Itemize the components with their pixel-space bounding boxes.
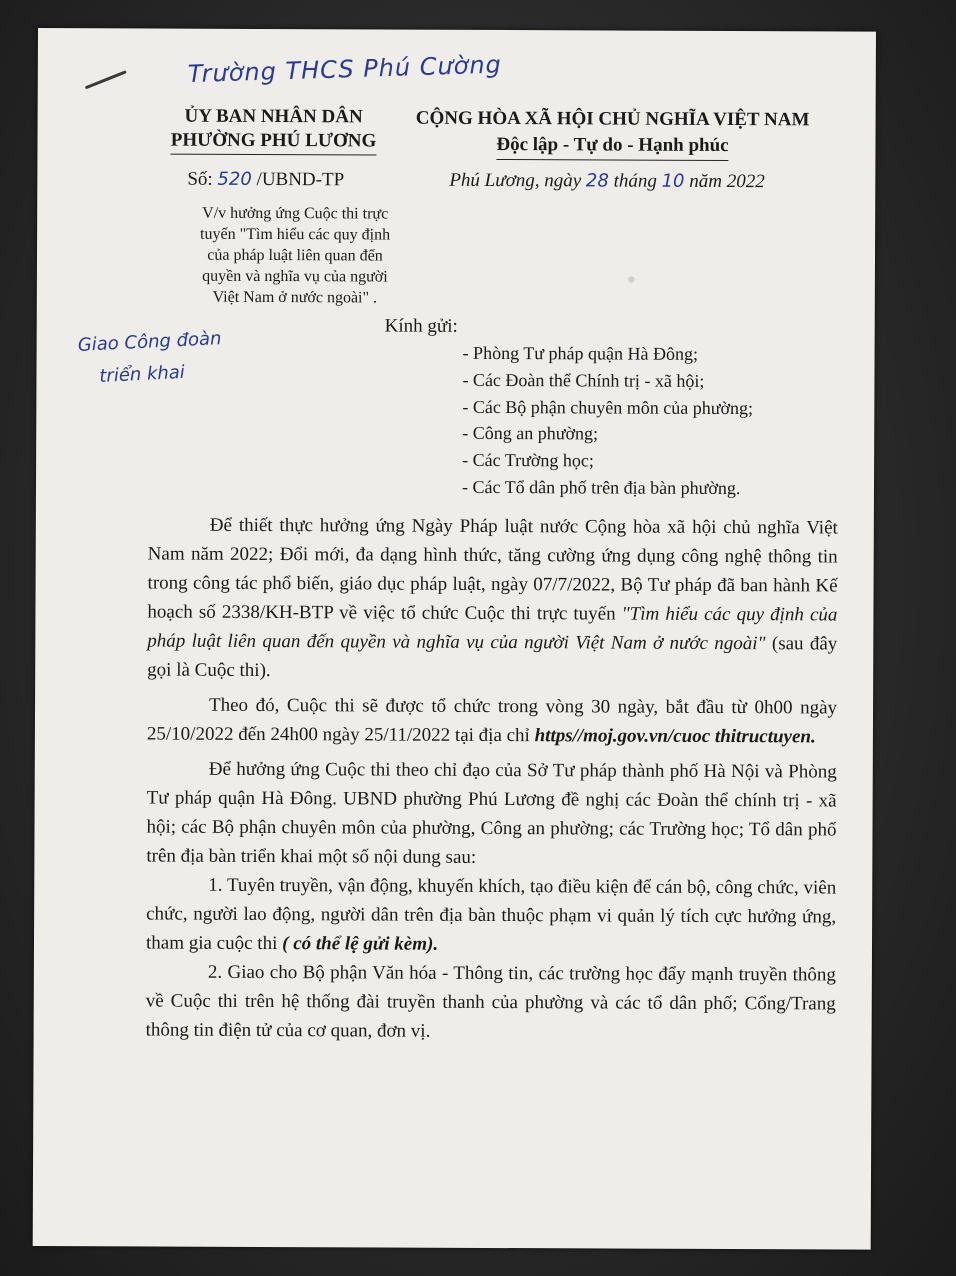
body-paragraph-4: 1. Tuyên truyền, vận động, khuyến khích, tạo điều kiện để cán bộ, công chức, viên chức, người lao động, người dân trên địa bàn thuộc phạm vi quản lý tích cực hưởng ứng, tham gia cuộc thi ( có thể lệ gửi kèm).: [145, 874, 837, 955]
body-paragraph-1: Để thiết thực hưởng ứng Ngày Pháp luật nước Cộng hòa xã hội chủ nghĩa Việt Nam năm 2022; Đổi mới, đa dạng hình thức, tăng cường ứng dụng công nghệ thông tin trong công tác phổ biến, giáo dục pháp luật, ngày 07/7/2022, Bộ Tư pháp đã ban hành Kế hoạch số 2338/KH-BTP về việc tổ chức Cuộc thi trực tuyến "Tìm hiểu các quy định của pháp luật liên quan đến quyền và nghĩa vụ của người Việt Nam ở nước ngoài" (sau đây gọi là Cuộc thi).: [147, 514, 838, 682]
national-title: CỘNG HÒA XÃ HỘI CHỦ NGHĨA VIỆT NAM: [415, 107, 810, 131]
issuer-header: [155, 105, 391, 156]
body-paragraph-3: Để hưởng ứng Cuộc thi theo chỉ đạo của Sở Tư pháp thành phố Hà Nội và Phòng Tư pháp quận Hà Đông. UBND phường Phú Lương đề nghị các Đoàn thể chính trị - xã hội; các Bộ phận chuyên môn của phường, Công an phường; các Trường học; Tổ dân phố trên địa bàn triển khai một số nội dung sau:: [146, 758, 837, 868]
date-year: năm 2022: [689, 170, 765, 193]
national-header: [392, 106, 832, 162]
body-paragraph-2: Theo đó, Cuộc thi sẽ được tổ chức trong vòng 30 ngày, bắt đầu từ 0h00 ngày 25/10/2022 đến 24h00 ngày 25/11/2022 tại địa chỉ https//moj.gov.vn/cuoc thitructuyen.: [146, 694, 838, 748]
subject-summary: [147, 202, 443, 308]
handwritten-doc-number: 520: [217, 168, 252, 190]
national-motto: Độc lập - Tự do - Hạnh phúc: [496, 132, 728, 161]
number-prefix: Số:: [187, 168, 218, 190]
issuer-line-1: ỦY BAN NHÂN DÂN: [184, 105, 363, 128]
recipient-item: - Các Tổ dân phố trên địa bàn phường.: [461, 476, 741, 499]
document-body: [146, 510, 838, 1047]
recipient-item: - Phòng Tư pháp quận Hà Đông;: [462, 342, 699, 364]
recipient-item: - Công an phường;: [462, 423, 599, 444]
recipients-list: [462, 340, 753, 502]
document-page: [33, 28, 876, 1250]
subject-line: của pháp luật liên quan đến: [207, 246, 383, 265]
recipient-item: - Các Trường học;: [462, 450, 594, 471]
issuer-line-2: PHƯỜNG PHÚ LƯƠNG: [171, 129, 377, 156]
recipient-item: - Các Bộ phận chuyên môn của phường;: [462, 396, 754, 418]
side-note-line: triển khai: [98, 361, 186, 387]
date-place: Phú Lương, ngày: [449, 169, 586, 192]
handwritten-school-note: Trường THCS Phú Cường: [187, 50, 503, 89]
number-suffix: /UBND-TP: [251, 168, 345, 191]
subject-line: V/v hưởng ứng Cuộc thi trực: [202, 204, 389, 223]
side-note-line: Giao Công đoàn: [77, 328, 222, 356]
subject-line: tuyến "Tìm hiểu các quy định: [200, 225, 391, 244]
date-month-word: tháng: [613, 170, 662, 192]
subject-line: Việt Nam ở nước ngoài" .: [212, 288, 378, 307]
document-number: [187, 169, 344, 192]
handwritten-side-note: [77, 323, 224, 394]
bleed-through-mark: ●: [626, 270, 637, 288]
recipient-item: - Các Đoàn thể Chính trị - xã hội;: [462, 369, 705, 391]
contest-title: "Tìm hiểu các quy định của pháp luật liên quan đến quyền và nghĩa vụ của người Việt Nam ở nước ngoài": [147, 603, 838, 655]
attachment-note: ( có thể lệ gửi kèm).: [282, 933, 439, 955]
document-date: [449, 170, 765, 193]
contest-address: https//moj.gov.vn/cuoc thitructuyen.: [534, 725, 816, 748]
handwritten-day: 28: [585, 170, 609, 192]
recipients-label: Kính gửi:: [384, 315, 458, 337]
body-paragraph-5: 2. Giao cho Bộ phận Văn hóa - Thông tin, các trường học đẩy mạnh truyền thông về Cuộc thi trên hệ thống đài truyền thanh của phường và các tổ dân phố; Cổng/Trang thông tin điện tử của cơ quan, đơn vị.: [145, 961, 836, 1042]
pen-stroke-mark: [85, 70, 127, 89]
subject-line: quyền và nghĩa vụ của người: [202, 267, 388, 286]
handwritten-month: 10: [661, 170, 685, 192]
